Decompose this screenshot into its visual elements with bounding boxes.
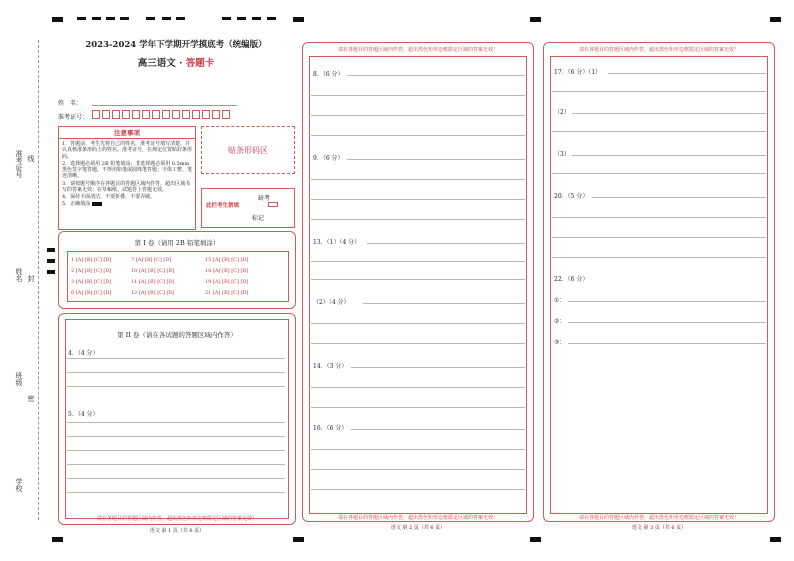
binding-name-label: 姓名 [15,268,23,282]
q20-label: 20．（5 分） [554,193,589,200]
mc-option-row[interactable]: 10 [A] [B] [C] [D] [131,268,175,274]
section2-warning: 请在各题目的答题区域内作答，超出黑色矩形边框限定区域的答案无效！ [96,516,257,522]
page2-warning-top: 请在各题目的答题区域内作答，超出黑色矩形边框限定区域的答案无效！ [337,47,498,53]
mc-option-row[interactable]: 3 [A] [B] [C] [D] [71,279,112,285]
barcode-area [201,126,295,174]
notice-item: 4．保持卡面清洁，不要折叠、不要弄破。 [62,194,156,200]
notice-item: 2．选择题必须用 2B 铅笔填涂；非选择题必须用 0.5mm 黑色签字笔答题，不得用铅笔或圆珠笔答题；字体工整、笔迹清晰。 [62,160,193,180]
notice-item: 1．答题前，考生先将自己的姓名，准考证号填写清楚，并认真核准条形码上的姓名、准考证号，在规定位置贴好条形码。 [62,141,193,160]
binding-id-label: 准考证号 [15,150,23,178]
section1-title: 第 I 卷（请用 2B 铅笔填涂） [134,239,220,247]
page2-answer-area [302,42,534,522]
binding-school-label: 学校 [15,478,23,492]
filled-mark-icon [92,202,102,206]
mc-option-row[interactable]: 18 [A] [B] [C] [D] [205,268,249,274]
q8-label: 8．（6 分） [313,71,344,78]
absent-mark-top: 缺考 [258,195,271,202]
q5-label: 5．（4 分） [68,411,99,418]
notice-box [58,126,196,230]
mc-option-row[interactable]: 11 [A] [B] [C] [D] [131,279,175,285]
notice-item: 3．请按题号顺序在各题目的答题区域内作答，超出区域书写的答案无效；在草稿纸、试题卷上答题无效。 [62,180,191,193]
mc-option-row[interactable]: 1 [A] [B] [C] [D] [71,257,112,263]
q4-label: 4．（4 分） [68,350,99,357]
mc-option-row[interactable]: 19 [A] [B] [C] [D] [205,279,249,285]
absent-mark-bottom: 标记 [252,215,265,222]
q13-2-label: （2）（4 分） [313,299,350,306]
page1-footer: 语文 第 1 页（共 6 页） [149,528,205,534]
page2-warning-bottom: 请在各题目的答题区域内作答，超出黑色矩形边框限定区域的答案无效！ [337,515,498,521]
q22-a-label: ①： [554,297,566,304]
name-label: 姓 名： [58,100,83,107]
page3-answer-area [543,42,775,522]
binding-seal-label: 封 [27,275,35,282]
binding-class-label: 班级 [15,372,23,386]
mc-option-row[interactable]: 7 [A] [B] [C] [D] [131,257,172,263]
name-field[interactable] [92,105,237,106]
q17-1-label: 17．（6 分）（1） [554,69,602,76]
notice-title: 注意事项 [59,127,195,139]
q17-3-label: （3） [554,151,570,158]
absent-box [201,188,295,228]
binding-secret-label: 密 [27,395,35,402]
subject-suffix: 答题卡 [185,58,215,69]
q16-label: 16．（6 分） [313,425,348,432]
page2-footer: 语文 第 2 页（共 6 页） [390,525,446,531]
q17-2-label: （2） [554,109,570,116]
id-label: 准考证号： [58,114,89,121]
binding-line-label: 线 [27,155,35,162]
q13-1-label: 13．（1）（4 分） [313,239,361,246]
notice-item [62,201,192,207]
barcode-label: 贴条形码区 [228,145,268,155]
mc-option-row[interactable]: 2 [A] [B] [C] [D] [71,268,112,274]
exam-title: 2023-2024 学年下学期开学摸底考（统编版） [85,40,267,50]
q14-label: 14．（3 分） [313,363,348,370]
q22-b-label: ②： [554,318,566,325]
section2-title: 第 II 卷（请在各试题的答题区域内作答） [117,331,237,339]
mc-option-row[interactable]: 12 [A] [B] [C] [D] [131,290,175,296]
subject-title [60,55,292,69]
section2-box [58,313,296,525]
q22-label: 22．（6 分） [554,276,589,283]
mc-option-row[interactable]: 15 [A] [B] [C] [D] [205,257,249,263]
section1-box [58,231,296,309]
page3-warning-top: 请在各题目的答题区域内作答，超出黑色矩形边框限定区域的答案无效！ [578,47,739,53]
subject-prefix: 高三语文 · [137,58,186,69]
q9-label: 9．（6 分） [313,155,344,162]
fill-example-label: 5．正确填涂 [62,201,91,208]
absent-label: 此栏考生禁填 [206,203,240,209]
page3-warning-bottom: 请在各题目的答题区域内作答，超出黑色矩形边框限定区域的答案无效！ [578,515,739,521]
mc-option-row[interactable]: 6 [A] [B] [C] [D] [71,290,112,296]
id-boxes[interactable] [92,108,240,121]
absent-checkbox[interactable] [268,202,278,207]
page3-footer: 语文 第 3 页（共 6 页） [631,525,687,531]
mc-option-row[interactable]: 21 [A] [B] [C] [D] [205,290,249,296]
q22-c-label: ③： [554,339,566,346]
